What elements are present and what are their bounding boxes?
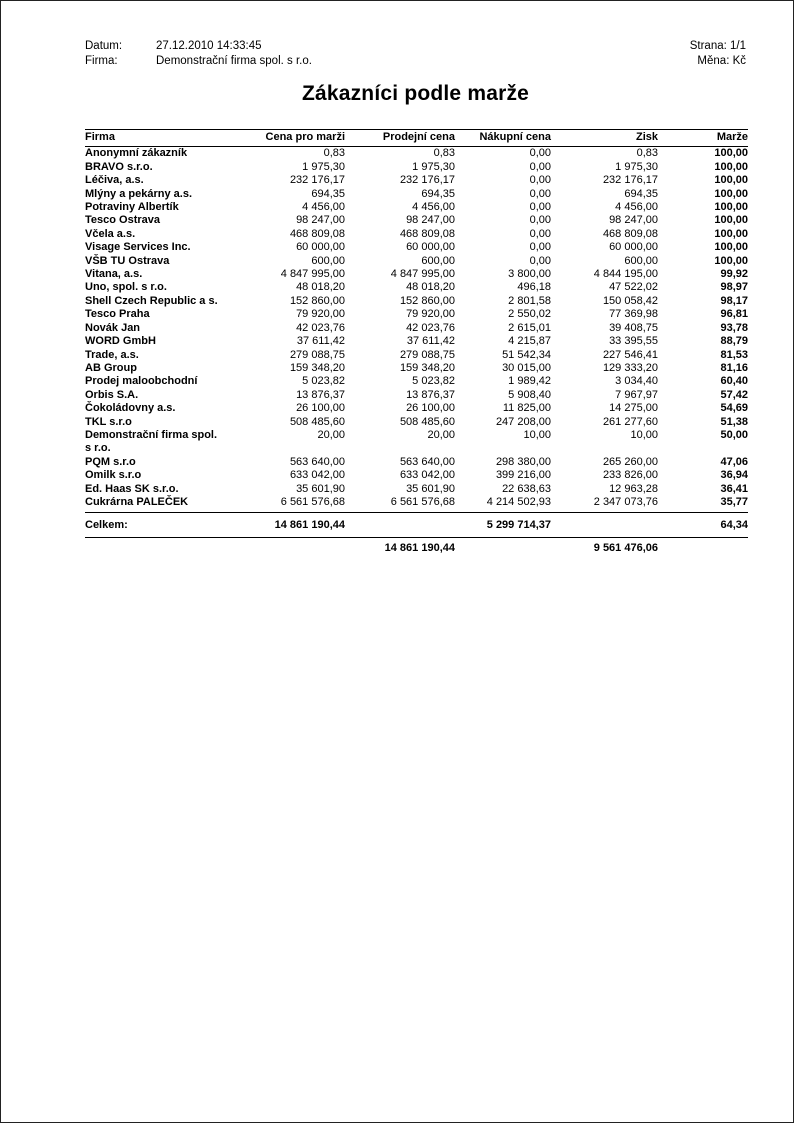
table-row: [85, 308, 748, 321]
value-cell: 51,38: [720, 415, 748, 428]
value-cell: 4 456,00: [615, 201, 658, 214]
value-cell: 633 042,00: [399, 469, 455, 482]
table-row: [85, 375, 748, 388]
firma-cell: Léčiva, a.s.: [85, 174, 144, 187]
date-row: [85, 39, 312, 54]
value-cell: 0,00: [529, 241, 551, 254]
value-cell: 100,00: [714, 147, 748, 160]
value-cell: 694,35: [624, 187, 658, 200]
value-cell: 227 546,41: [602, 348, 658, 361]
table-row: [85, 335, 748, 348]
date-label: Datum:: [85, 40, 123, 52]
value-cell: 6 561 576,68: [345, 496, 455, 513]
value-cell: 232 176,17: [399, 174, 455, 187]
page-title: Zákazníci podle marže: [301, 82, 530, 105]
value-cell: 93,78: [720, 321, 748, 334]
value-cell: 4 456,00: [302, 201, 345, 214]
value-cell: 4 215,87: [508, 335, 551, 348]
firma-cell: AB Group: [85, 361, 137, 374]
value-cell: 98 247,00: [406, 214, 455, 227]
value-cell: 39 408,75: [609, 321, 658, 334]
value-cell: 37 611,42: [296, 335, 345, 348]
value-cell: 100,00: [714, 241, 748, 254]
value-cell: 35 601,90: [406, 482, 455, 495]
value-cell: 100,00: [714, 160, 748, 173]
value-cell: 4 847 995,00: [390, 268, 455, 281]
table-row: [85, 429, 748, 456]
value-cell: 48 018,20: [406, 281, 455, 294]
report-content: [1, 1, 793, 555]
value-cell: 152 860,00: [399, 294, 455, 307]
table-row: [85, 201, 748, 214]
value-cell: 98,17: [720, 294, 748, 307]
total-secondary-c1: [235, 537, 345, 555]
firma-cell: Omilk s.r.o: [85, 469, 142, 482]
value-cell: 26 100,00: [296, 402, 345, 415]
total-secondary-prodejni: 14 861 190,44: [384, 541, 455, 554]
value-cell: 508 485,60: [399, 415, 455, 428]
table-row: [85, 255, 748, 268]
value-cell: 0,83: [323, 147, 345, 160]
total-label: Celkem:: [85, 513, 235, 537]
value-cell: 35,77: [658, 496, 748, 513]
table-row: [85, 402, 748, 415]
value-cell: 98,97: [720, 281, 748, 294]
value-cell: 4 214 502,93: [455, 496, 551, 513]
value-cell: 5 023,82: [412, 375, 455, 388]
date-value: 27.12.2010 14:33:45: [156, 40, 262, 52]
firma-cell: Prodej maloobchodní: [85, 375, 198, 388]
firma-cell: Čokoládovny a.s.: [85, 402, 176, 415]
value-cell: 0,00: [529, 187, 551, 200]
value-cell: 6 561 576,68: [235, 496, 345, 513]
table-row: [85, 281, 748, 294]
value-cell: 77 369,98: [609, 308, 658, 321]
firma-cell: Vitana, a.s.: [85, 268, 143, 281]
value-cell: 99,92: [720, 268, 748, 281]
value-cell: 5 908,40: [508, 388, 551, 401]
firma-cell: Trade, a.s.: [85, 348, 139, 361]
table-row: [85, 349, 748, 362]
value-cell: 10,00: [630, 428, 658, 441]
value-cell: 42 023,76: [406, 321, 455, 334]
column-header: Firma: [85, 130, 235, 147]
table-row: [85, 322, 748, 335]
firma-cell: BRAVO s.r.o.: [85, 160, 153, 173]
value-cell: 10,00: [523, 428, 551, 441]
value-cell: 265 260,00: [602, 455, 658, 468]
value-cell: 0,00: [529, 254, 551, 267]
value-cell: 261 277,60: [602, 415, 658, 428]
value-cell: 48 018,20: [296, 281, 345, 294]
value-cell: 100,00: [714, 214, 748, 227]
firm-value: Demonstrační firma spol. s r.o.: [156, 55, 312, 67]
value-cell: 60 000,00: [296, 241, 345, 254]
value-cell: 633 042,00: [289, 469, 345, 482]
value-cell: 100,00: [714, 174, 748, 187]
value-cell: 600,00: [624, 254, 658, 267]
value-cell: 100,00: [714, 254, 748, 267]
value-cell: 4 844 195,00: [593, 268, 658, 281]
value-cell: 563 640,00: [399, 455, 455, 468]
value-cell: 79 920,00: [296, 308, 345, 321]
firma-cell: Novák Jan: [85, 321, 141, 334]
value-cell: 47,06: [720, 455, 748, 468]
table-row: [85, 362, 748, 375]
value-cell: 42 023,76: [296, 321, 345, 334]
value-cell: 2 550,02: [508, 308, 551, 321]
table-row: [85, 241, 748, 254]
firma-cell: Anonymní zákazník: [85, 147, 188, 160]
firma-cell: Včela a.s.: [85, 227, 136, 240]
value-cell: 3 800,00: [508, 268, 551, 281]
total-cena-pro-marzi: 14 861 190,44: [235, 513, 345, 537]
value-cell: 0,00: [529, 174, 551, 187]
value-cell: 152 860,00: [289, 294, 345, 307]
value-cell: 100,00: [714, 201, 748, 214]
value-cell: 37 611,42: [406, 335, 455, 348]
table-row: [85, 214, 748, 227]
value-cell: 2 347 073,76: [551, 496, 658, 513]
value-cell: 47 522,02: [609, 281, 658, 294]
total-secondary-zisk: 9 561 476,06: [593, 541, 658, 554]
table-row: [85, 389, 748, 402]
value-cell: 508 485,60: [289, 415, 345, 428]
column-header: Zisk: [551, 130, 658, 147]
value-cell: 1 975,30: [412, 160, 455, 173]
value-cell: 98 247,00: [296, 214, 345, 227]
total-secondary-c5: [658, 537, 748, 555]
value-cell: 3 034,40: [615, 375, 658, 388]
report-header-right: [690, 39, 746, 69]
firma-cell: Demonstrační firma spol. s r.o.: [85, 428, 218, 455]
firma-cell: VŠB TU Ostrava: [85, 254, 170, 267]
value-cell: 35 601,90: [296, 482, 345, 495]
table-row: [85, 188, 748, 201]
value-cell: 247 208,00: [495, 415, 551, 428]
value-cell: 129 333,20: [602, 361, 658, 374]
column-header: Marže: [658, 130, 748, 147]
value-cell: 57,42: [720, 388, 748, 401]
value-cell: 0,83: [433, 147, 455, 160]
column-header: Nákupní cena: [455, 130, 551, 147]
value-cell: 79 920,00: [406, 308, 455, 321]
total-secondary-row: [85, 537, 748, 555]
value-cell: 0,00: [529, 147, 551, 160]
value-cell: 51 542,34: [502, 348, 551, 361]
value-cell: 150 058,42: [602, 294, 658, 307]
value-cell: 1 975,30: [615, 160, 658, 173]
value-cell: 0,00: [529, 201, 551, 214]
table-row: [85, 496, 748, 513]
total-secondary-c3: [455, 537, 551, 555]
page-info: Strana: 1/1: [689, 40, 746, 52]
total-prodejni-cena: [345, 513, 455, 537]
value-cell: 20,00: [317, 428, 345, 441]
table-row: [85, 456, 748, 469]
value-cell: 88,79: [720, 335, 748, 348]
value-cell: 2 801,58: [508, 294, 551, 307]
value-cell: 600,00: [311, 254, 345, 267]
table-row: [85, 416, 748, 429]
value-cell: 232 176,17: [602, 174, 658, 187]
total-secondary-label: [85, 537, 235, 555]
firma-cell: PQM s.r.o: [85, 455, 136, 468]
table-row: [85, 228, 748, 241]
value-cell: 50,00: [720, 428, 748, 441]
value-cell: 0,00: [529, 160, 551, 173]
value-cell: 2 615,01: [508, 321, 551, 334]
total-row: [85, 513, 748, 537]
value-cell: 98 247,00: [609, 214, 658, 227]
report-header-left: [85, 39, 312, 69]
value-cell: 96,81: [720, 308, 748, 321]
value-cell: 12 963,28: [609, 482, 658, 495]
value-cell: 159 348,20: [289, 361, 345, 374]
table-header-row: [85, 130, 748, 147]
report-header: [85, 39, 746, 69]
value-cell: 100,00: [714, 187, 748, 200]
firm-row: [85, 54, 312, 69]
value-cell: 279 088,75: [289, 348, 345, 361]
firma-cell: Ed. Haas SK s.r.o.: [85, 482, 179, 495]
value-cell: 20,00: [427, 428, 455, 441]
value-cell: 279 088,75: [399, 348, 455, 361]
value-cell: 694,35: [311, 187, 345, 200]
value-cell: 26 100,00: [406, 402, 455, 415]
firma-cell: Orbis S.A.: [85, 388, 139, 401]
value-cell: 11 825,00: [502, 402, 551, 415]
table-row: [85, 295, 748, 308]
value-cell: 233 826,00: [602, 469, 658, 482]
value-cell: 13 876,37: [296, 388, 345, 401]
table-row: [85, 147, 748, 161]
value-cell: 496,18: [517, 281, 551, 294]
margin-table: [85, 129, 748, 555]
table-row: [85, 268, 748, 281]
firm-label: Firma:: [85, 55, 118, 67]
firma-cell: Shell Czech Republic a s.: [85, 294, 218, 307]
total-zisk: [551, 513, 658, 537]
total-nakupni-cena: 5 299 714,37: [455, 513, 551, 537]
firma-cell: Tesco Ostrava: [85, 214, 161, 227]
value-cell: 81,16: [720, 361, 748, 374]
value-cell: 13 876,37: [406, 388, 455, 401]
value-cell: 159 348,20: [399, 361, 455, 374]
value-cell: 298 380,00: [495, 455, 551, 468]
value-cell: 5 023,82: [302, 375, 345, 388]
firma-cell: Tesco Praha: [85, 308, 150, 321]
value-cell: 60 000,00: [406, 241, 455, 254]
value-cell: 22 638,63: [502, 482, 551, 495]
value-cell: 1 989,42: [508, 375, 551, 388]
column-header: Cena pro marži: [235, 130, 345, 147]
value-cell: 468 809,08: [399, 227, 455, 240]
value-cell: 60,40: [720, 375, 748, 388]
value-cell: 232 176,17: [289, 174, 345, 187]
value-cell: 81,53: [720, 348, 748, 361]
value-cell: 54,69: [720, 402, 748, 415]
value-cell: 600,00: [421, 254, 455, 267]
table-row: [85, 161, 748, 174]
firma-cell: Potraviny Albertík: [85, 201, 179, 214]
currency-info: Měna: Kč: [697, 55, 746, 67]
value-cell: 14 275,00: [609, 402, 658, 415]
value-cell: 399 216,00: [495, 469, 551, 482]
table-row: [85, 483, 748, 496]
value-cell: 0,83: [636, 147, 658, 160]
value-cell: 563 640,00: [289, 455, 345, 468]
value-cell: 36,41: [720, 482, 748, 495]
value-cell: 694,35: [421, 187, 455, 200]
firma-cell: Visage Services Inc.: [85, 241, 191, 254]
table-row: [85, 469, 748, 482]
value-cell: 468 809,08: [289, 227, 345, 240]
table-row: [85, 174, 748, 187]
column-header: Prodejní cena: [345, 130, 455, 147]
firma-cell: WORD GmbH: [85, 335, 156, 348]
value-cell: 0,00: [529, 214, 551, 227]
value-cell: 0,00: [529, 227, 551, 240]
value-cell: 1 975,30: [302, 160, 345, 173]
value-cell: 60 000,00: [609, 241, 658, 254]
value-cell: 468 809,08: [602, 227, 658, 240]
total-marze: 64,34: [658, 513, 748, 537]
value-cell: 30 015,00: [502, 361, 551, 374]
firma-cell: Uno, spol. s r.o.: [85, 281, 167, 294]
value-cell: 4 456,00: [412, 201, 455, 214]
value-cell: 4 847 995,00: [280, 268, 345, 281]
value-cell: 7 967,97: [615, 388, 658, 401]
value-cell: 36,94: [720, 469, 748, 482]
firma-cell: Cukrárna PALEČEK: [85, 496, 235, 513]
value-cell: 33 395,55: [609, 335, 658, 348]
value-cell: 100,00: [714, 227, 748, 240]
firma-cell: Mlýny a pekárny a.s.: [85, 187, 192, 200]
firma-cell: TKL s.r.o: [85, 415, 132, 428]
